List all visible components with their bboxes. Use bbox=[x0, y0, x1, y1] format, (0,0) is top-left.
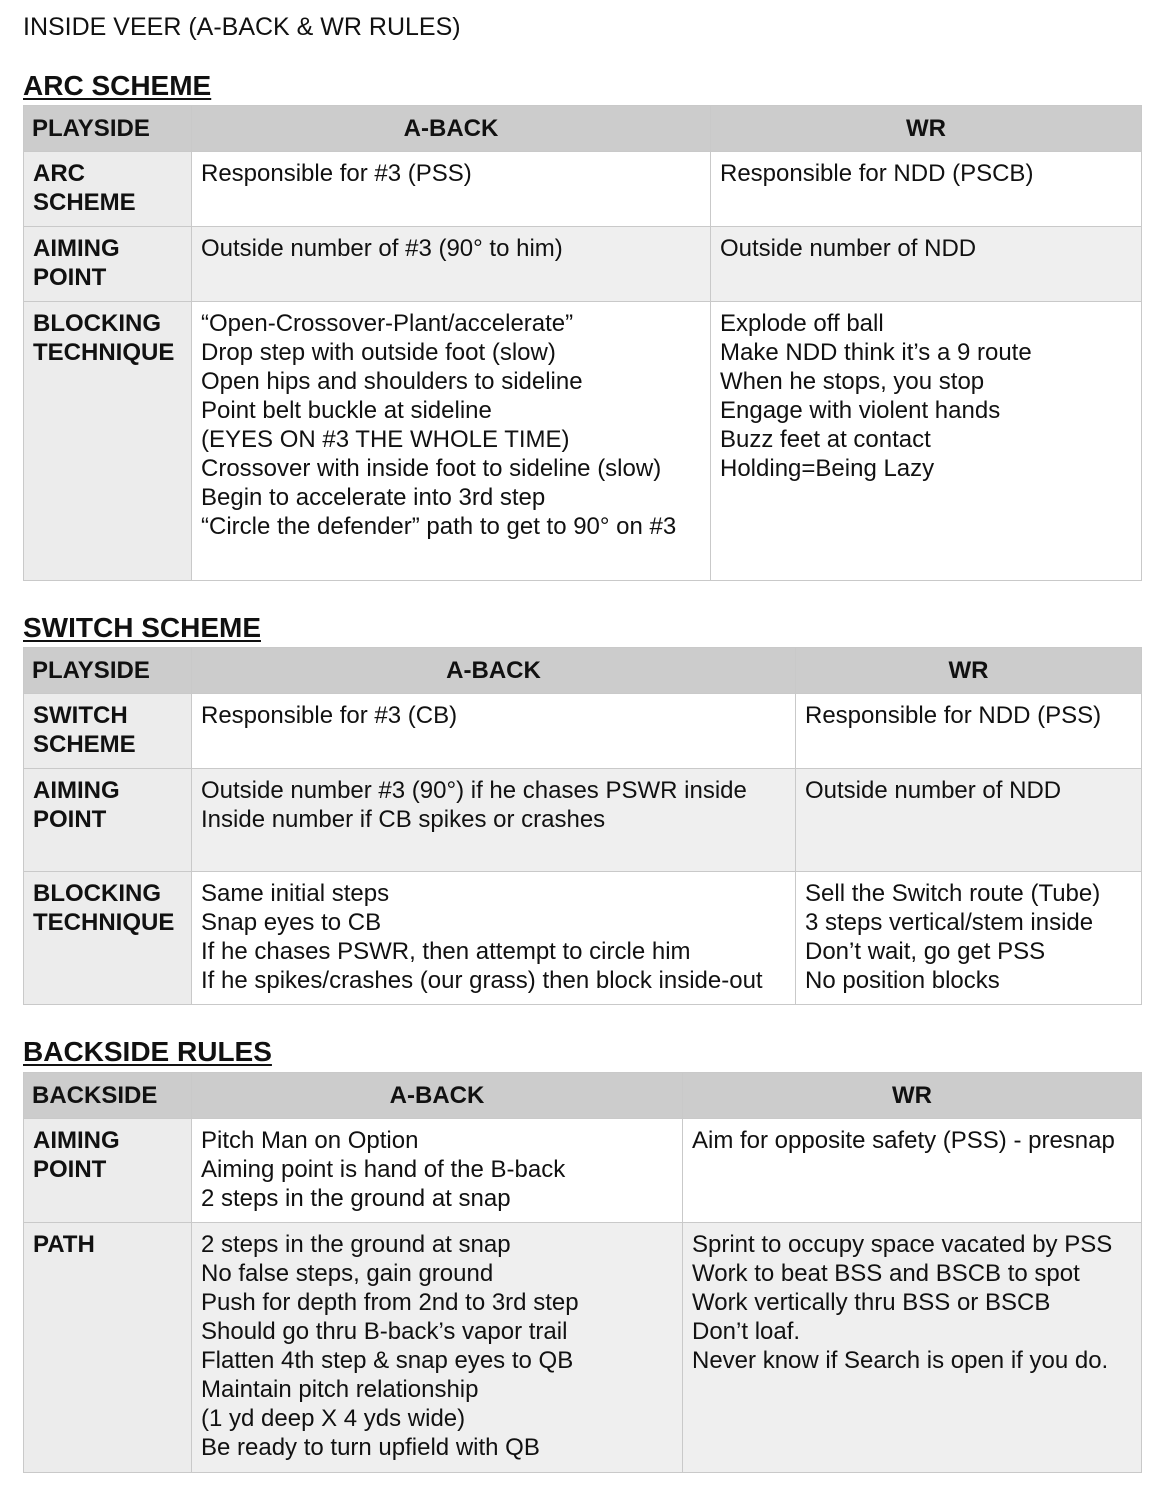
document-title: INSIDE VEER (A-BACK & WR RULES) bbox=[23, 13, 461, 41]
a-back-column-header: A-BACK bbox=[192, 648, 796, 694]
table-row bbox=[24, 1223, 1142, 1473]
corner-header: PLAYSIDE bbox=[24, 106, 192, 152]
row-label: SWITCH SCHEME bbox=[24, 694, 192, 769]
switch-scheme-heading: SWITCH SCHEME bbox=[23, 612, 261, 643]
table-header-row bbox=[24, 1073, 1142, 1119]
row-label: AIMING POINT bbox=[24, 769, 192, 872]
backside-rules-heading: BACKSIDE RULES bbox=[23, 1036, 272, 1067]
row-label: AIMING POINT bbox=[24, 227, 192, 302]
wr-column-header: WR bbox=[683, 1073, 1142, 1119]
wr-column-header: WR bbox=[796, 648, 1142, 694]
table-row bbox=[24, 227, 1142, 302]
row-label: BLOCKING TECHNIQUE bbox=[24, 872, 192, 1005]
a-back-cell: Responsible for #3 (CB) bbox=[192, 694, 796, 769]
wr-cell: Sprint to occupy space vacated by PSS Work to beat BSS and BSCB to spot Work vertically thru BSS or BSCB Don’t loaf. Never know if Search is open if you do. bbox=[683, 1223, 1142, 1473]
a-back-column-header: A-BACK bbox=[192, 106, 711, 152]
a-back-cell: “Open-Crossover-Plant/accelerate” Drop step with outside foot (slow) Open hips and shoulders to sideline Point belt buckle at sideline (EYES ON #3 THE WHOLE TIME) Crossover with inside foot to sideline (slow) Begin to accelerate into 3rd step “Circle the defender” path to get to 90° on #3 bbox=[192, 302, 711, 581]
a-back-cell: Responsible for #3 (PSS) bbox=[192, 152, 711, 227]
wr-cell: Responsible for NDD (PSCB) bbox=[711, 152, 1142, 227]
row-label: PATH bbox=[24, 1223, 192, 1473]
wr-cell: Outside number of NDD bbox=[711, 227, 1142, 302]
table-header-row bbox=[24, 106, 1142, 152]
table-header-row bbox=[24, 648, 1142, 694]
table-row bbox=[24, 1119, 1142, 1223]
table-row bbox=[24, 152, 1142, 227]
a-back-column-header: A-BACK bbox=[192, 1073, 683, 1119]
a-back-cell: Pitch Man on Option Aiming point is hand of the B-back 2 steps in the ground at snap bbox=[192, 1119, 683, 1223]
arc-scheme-table bbox=[23, 105, 1142, 581]
table-row bbox=[24, 302, 1142, 581]
a-back-cell: Same initial steps Snap eyes to CB If he chases PSWR, then attempt to circle him If he spikes/crashes (our grass) then block inside-out bbox=[192, 872, 796, 1005]
row-label: AIMING POINT bbox=[24, 1119, 192, 1223]
wr-cell: Sell the Switch route (Tube) 3 steps vertical/stem inside Don’t wait, go get PSS No position blocks bbox=[796, 872, 1142, 1005]
table-row bbox=[24, 769, 1142, 872]
wr-cell: Explode off ball Make NDD think it’s a 9 route When he stops, you stop Engage with violent hands Buzz feet at contact Holding=Being Lazy bbox=[711, 302, 1142, 581]
wr-cell: Responsible for NDD (PSS) bbox=[796, 694, 1142, 769]
wr-column-header: WR bbox=[711, 106, 1142, 152]
a-back-cell: Outside number #3 (90°) if he chases PSWR inside Inside number if CB spikes or crashes bbox=[192, 769, 796, 872]
corner-header: PLAYSIDE bbox=[24, 648, 192, 694]
corner-header: BACKSIDE bbox=[24, 1073, 192, 1119]
backside-rules-table bbox=[23, 1072, 1142, 1473]
row-label: BLOCKING TECHNIQUE bbox=[24, 302, 192, 581]
arc-scheme-heading: ARC SCHEME bbox=[23, 70, 212, 101]
a-back-cell: 2 steps in the ground at snap No false steps, gain ground Push for depth from 2nd to 3rd step Should go thru B-back’s vapor trail Flatten 4th step & snap eyes to QB Maintain pitch relationship (1 yd deep X 4 yds wide) Be ready to turn upfield with QB bbox=[192, 1223, 683, 1473]
a-back-cell: Outside number of #3 (90° to him) bbox=[192, 227, 711, 302]
table-row bbox=[24, 694, 1142, 769]
row-label: ARC SCHEME bbox=[24, 152, 192, 227]
switch-scheme-table bbox=[23, 647, 1142, 1005]
wr-cell: Aim for opposite safety (PSS) - presnap bbox=[683, 1119, 1142, 1223]
wr-cell: Outside number of NDD bbox=[796, 769, 1142, 872]
table-row bbox=[24, 872, 1142, 1005]
